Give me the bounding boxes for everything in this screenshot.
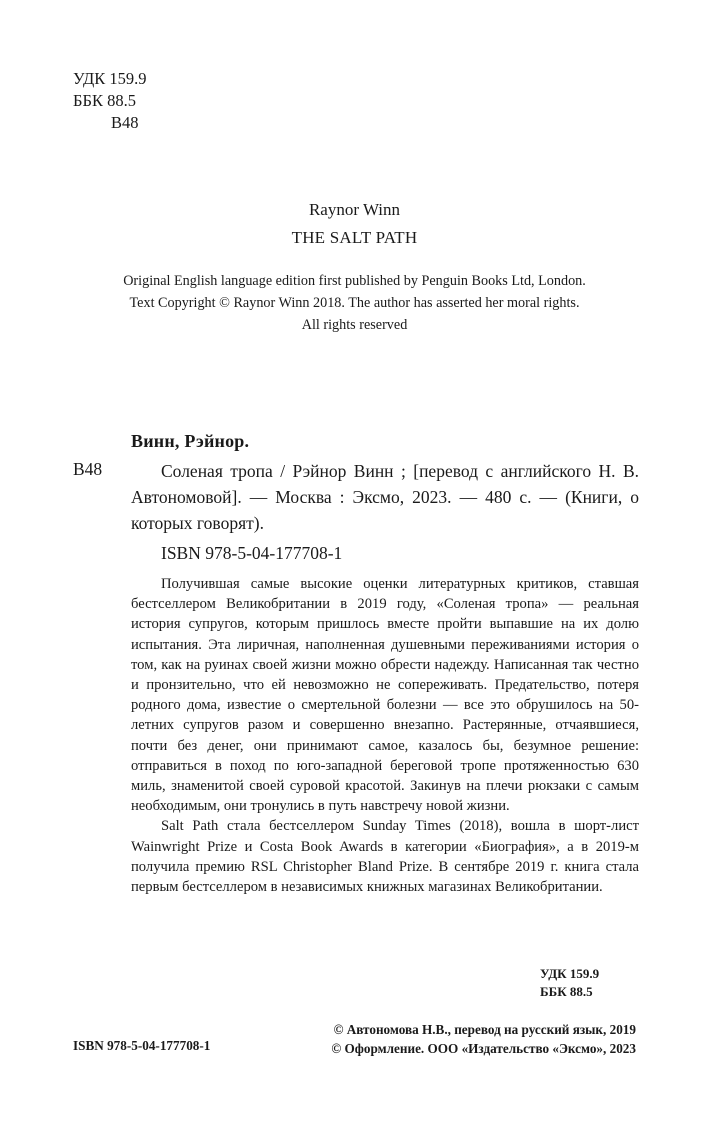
author-mark: В48 (111, 113, 139, 132)
original-author: Raynor Winn (308, 200, 401, 219)
copyright-line: © Оформление. ООО «Издательство «Эксмо», 2023 (331, 1041, 636, 1056)
copyright-line: © Автономова Н.В., перевод на русский язык, 2019 (333, 1022, 636, 1037)
original-title: THE SALT PATH (291, 228, 418, 247)
footer-udk: УДК 159.9 (540, 966, 600, 981)
rights-notice (0, 270, 709, 336)
footer-classification (540, 965, 636, 1001)
annotation-paragraph: Получившая самые высокие оценки литературных критиков, ставшая бестселлером Великобритании в 2019 году, «Соленая тропа» — реальная история супругов, которым пришлось вместе пройти выпавшие на их долю испытания. Эта лиричная, наполненная душевными переживаниями история о том, как на руинах своей жизни можно обрести надежду. Написанная так честно и пронзительно, что ей невозможно не сопереживать. Предательство, потеря родного дома, известие о смертельной болезни — все это обрушилось на 50-летних супругов разом и совершенно внезапно. Растерянные, отчаявшиеся, почти без денег, они принимают самое, казалось бы, безумное решение: отправиться в поход по юго-западной береговой тропе протяженностью 630 миль, знаменитой своей суровой красотой. Закинув на плечи рюкзаки с самым необходимым, они тронулись в путь навстречу новой жизни. (131, 576, 639, 815)
footer-isbn: ISBN 978-5-04-177708-1 (73, 1038, 211, 1053)
rights-line: All rights reserved (301, 317, 408, 333)
description-text: Соленая тропа / Рэйнор Винн ; [перевод с английского Н. В. Автономовой]. — Москва : Эксмо, 2023. — 480 с. — (Книги, о которых говорят). (131, 461, 639, 533)
udk-code: УДК 159.9 (73, 69, 147, 88)
isbn-line: ISBN 978-5-04-177708-1 (161, 543, 343, 563)
bibliographic-description (131, 458, 639, 536)
rights-line: Original English language edition first published by Penguin Books Ltd, London. (123, 273, 586, 289)
classification-codes (73, 68, 147, 134)
annotation (131, 574, 639, 897)
rights-line: Text Copyright © Raynor Winn 2018. The author has asserted her moral rights. (129, 295, 580, 311)
bibliographic-heading: Винн, Рэйнор. (131, 431, 250, 451)
footer-bbk: ББК 88.5 (540, 984, 593, 999)
annotation-paragraph: Salt Path стала бестселлером Sunday Times (2018), вошла в шорт-лист Wainwright Prize и Costa Book Awards в категории «Биография», а в 2019-м получила премию RSL Christopher Bland Prize. В сентябре 2019 г. книга стала первым бестселлером в независимых книжных магазинах Великобритании. (131, 818, 639, 896)
bibliographic-author-mark: В48 (73, 459, 103, 479)
copyright-block (262, 1020, 636, 1058)
bbk-code: ББК 88.5 (73, 91, 136, 110)
